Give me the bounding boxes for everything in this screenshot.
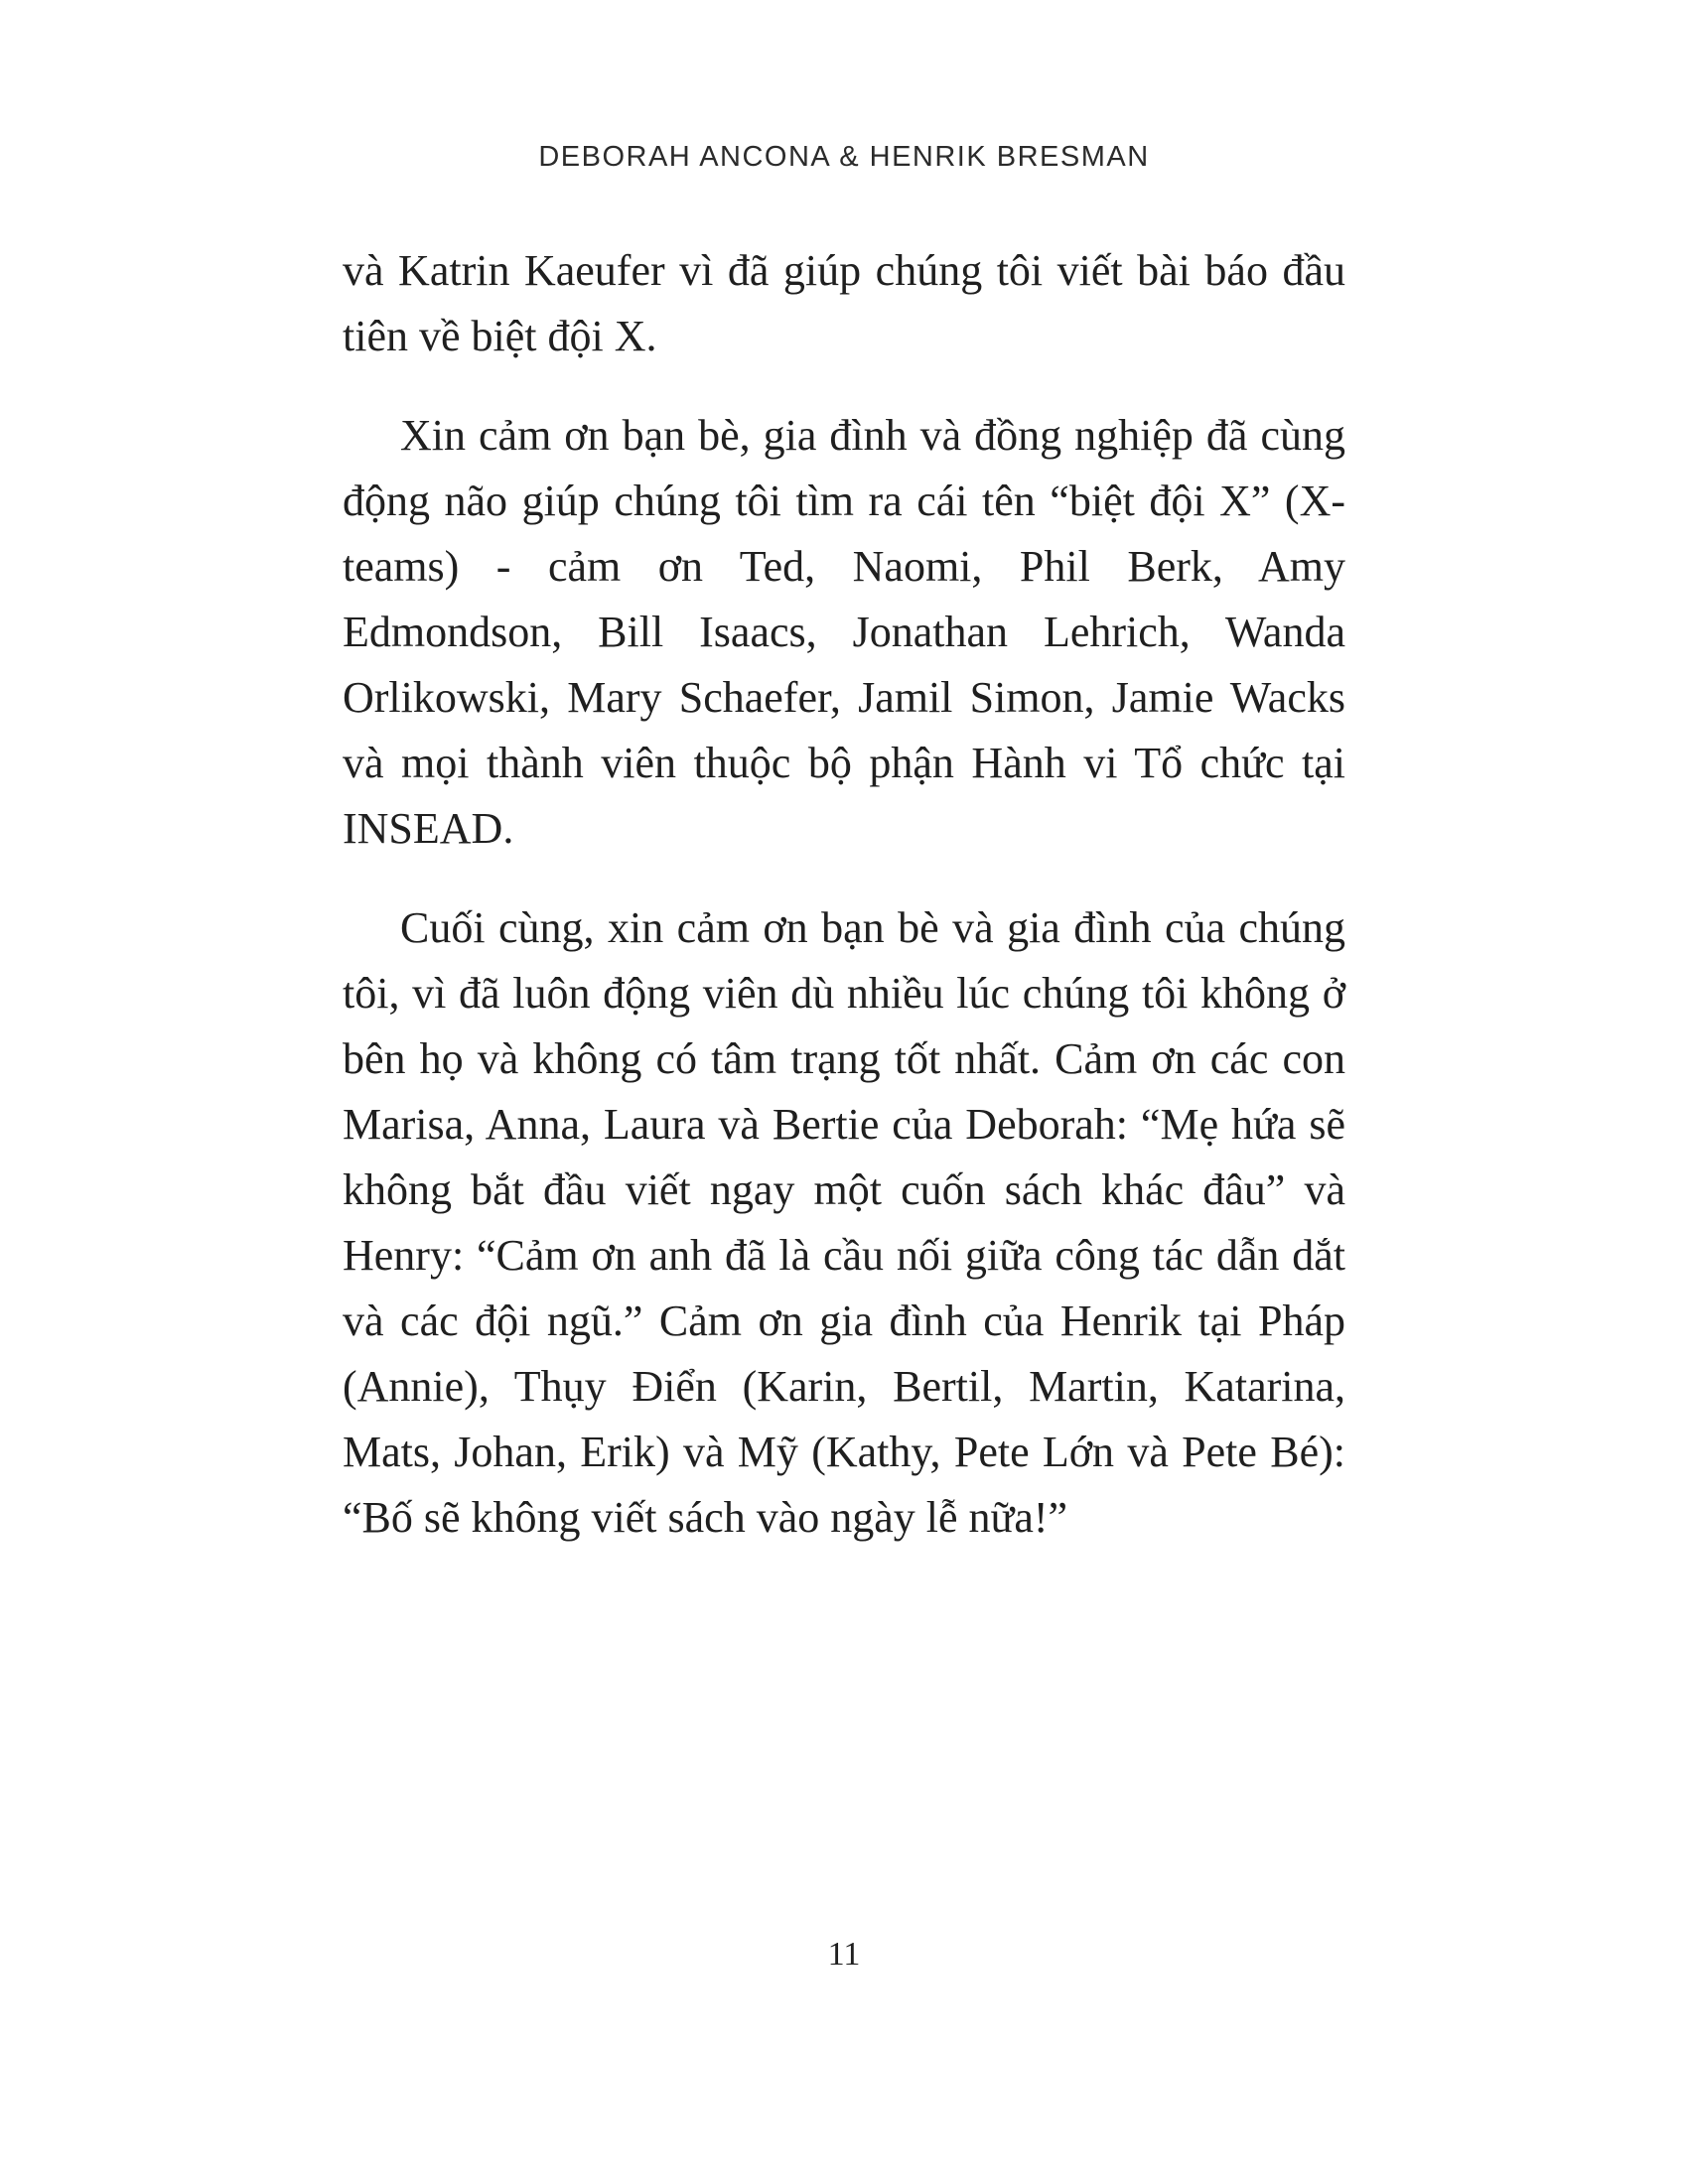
paragraph-continuation: và Katrin Kaeufer vì đã giúp chúng tôi viết bài báo đầu tiên về biệt đội X. — [343, 246, 1345, 360]
running-head-authors: DEBORAH ANCONA & HENRIK BRESMAN — [538, 141, 1150, 173]
page-number: 11 — [827, 1936, 861, 1973]
paragraph-acknowledgement-colleagues: Xin cảm ơn bạn bè, gia đình và đồng nghiệp đã cùng động não giúp chúng tôi tìm ra cái tên “biệt đội X” (X-teams) - cảm ơn Ted, Naomi, Phil Berk, Amy Edmondson, Bill Isaacs, Jonathan Lehrich, Wanda Orlikowski, Mary Schaefer, Jamil Simon, Jamie Wacks và mọi thành viên thuộc bộ phận Hành vi Tổ chức tại INSEAD. — [343, 411, 1345, 853]
paragraph-acknowledgement-family: Cuối cùng, xin cảm ơn bạn bè và gia đình của chúng tôi, vì đã luôn động viên dù nhiều lúc chúng tôi không ở bên họ và không có tâm trạng tốt nhất. Cảm ơn các con Marisa, Anna, Laura và Bertie của Deborah: “Mẹ hứa sẽ không bắt đầu viết ngay một cuốn sách khác đâu” và Henry: “Cảm ơn anh đã là cầu nối giữa công tác dẫn dắt và các đội ngũ.” Cảm ơn gia đình của Henrik tại Pháp (Annie), Thụy Điển (Karin, Bertil, Martin, Katarina, Mats, Johan, Erik) và Mỹ (Kathy, Pete Lớn và Pete Bé): “Bố sẽ không viết sách vào ngày lễ nữa!” — [343, 903, 1345, 1542]
body-text — [343, 238, 1345, 1584]
